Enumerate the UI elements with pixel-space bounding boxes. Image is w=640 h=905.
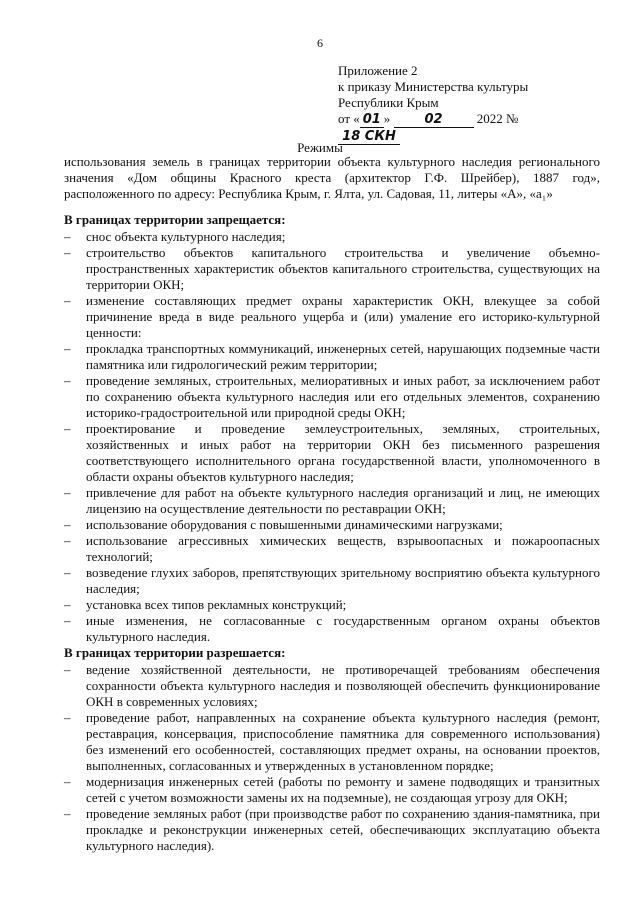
list-item: – использование агрессивных химических веществ, взрывоопасных и пожароопасных технологий;	[64, 533, 600, 565]
list-item: – проектирование и проведение землеустроительных, земляных, строительных, хозяйственных и иных работ на территории ОКН без письменного разрешения соответствующего исполнительного органа государственной власти, уполномоченного в области охраны объектов культурного наследия;	[64, 421, 600, 485]
document-title: Режимы	[297, 140, 343, 155]
prohibited-heading: В границах территории запрещается:	[64, 212, 286, 227]
date-quote: »	[383, 111, 391, 126]
list-item: – снос объекта культурного наследия;	[64, 229, 600, 245]
permitted-list	[64, 662, 600, 854]
list-item: – ведение хозяйственной деятельности, не противоречащей требованиям обеспечения сохранности объекта культурного наследия и позволяющей обеспечить функционирование ОКН в современных условиях;	[64, 662, 600, 710]
list-item: – привлечение для работ на объекте культурного наследия организаций и лиц, не имеющих лицензию на осуществление деятельности по реставрации ОКН;	[64, 485, 600, 517]
handwritten-day: 01	[360, 113, 384, 128]
handwritten-order-number: 18 СКН	[338, 130, 400, 145]
list-item: – установка всех типов рекламных конструкций;	[64, 597, 600, 613]
list-item: – проведение земляных, строительных, мелиоративных и иных работ, за исключением работ по сохранению объекта культурного наследия или его отдельных элементов, сохранению историко-градостроительной или природной среды ОКН;	[64, 373, 600, 421]
appendix-title: Приложение 2	[338, 63, 418, 78]
list-item: – возведение глухих заборов, препятствующих зрительному восприятию объекта культурного наследия;	[64, 565, 600, 597]
prohibited-section	[64, 212, 600, 645]
page-number: 6	[317, 36, 323, 50]
date-prefix: от «	[338, 111, 360, 126]
intro-paragraph: использования земель в границах территории объекта культурного наследия регионального значения «Дом общины Красного креста (архитектор Г.Ф. Шрейбер), 1887 год», расположенного по адресу: Республика Крым, г. Ялта, ул. Садовая, 11, литеры «А», «а₁»	[64, 154, 600, 201]
appendix-block	[338, 63, 578, 145]
list-item: – использование оборудования с повышенными динамическими нагрузками;	[64, 517, 600, 533]
permitted-section	[64, 645, 600, 854]
list-item: – прокладка транспортных коммуникаций, инженерных сетей, нарушающих подземные части памятника или гидрологический режим территории;	[64, 341, 600, 373]
year-number-label: 2022 №	[476, 111, 519, 126]
handwritten-month: 02	[394, 113, 474, 128]
list-item: – проведение земляных работ (при производстве работ по сохранению здания-памятника, при прокладке и реконструкции инженерных сетей, обеспечивающих эксплуатацию объекта культурного наследия).	[64, 806, 600, 854]
list-item: – модернизация инженерных сетей (работы по ремонту и замене подводящих и транзитных сетей с учетом возможности замены их на подземные), не создающая угрозу для ОКН;	[64, 774, 600, 806]
prohibited-list	[64, 229, 600, 645]
list-item: – проведение работ, направленных на сохранение объекта культурного наследия (ремонт, реставрация, консервация, приспособление памятника для современного использования) без изменений его особенностей, составляющих предмет охраны, на основании проектов, выполненных, согласованных и утвержденных в установленном порядке;	[64, 710, 600, 774]
permitted-heading: В границах территории разрешается:	[64, 645, 286, 660]
list-item: – иные изменения, не согласованные с государственным органом охраны объектов культурного наследия.	[64, 613, 600, 645]
appendix-order-line: к приказу Министерства культуры	[338, 79, 529, 94]
list-item: – строительство объектов капитального строительства и увеличение объемно-пространственных характеристик объектов капитального строительства, существующих на территории ОКН;	[64, 245, 600, 293]
appendix-ministry-line: Республики Крым	[338, 95, 439, 110]
list-item: – изменение составляющих предмет охраны характеристик ОКН, влекущее за собой причинение вреда в виде реального ущерба и (или) умаление его историко-культурной ценности:	[64, 293, 600, 341]
